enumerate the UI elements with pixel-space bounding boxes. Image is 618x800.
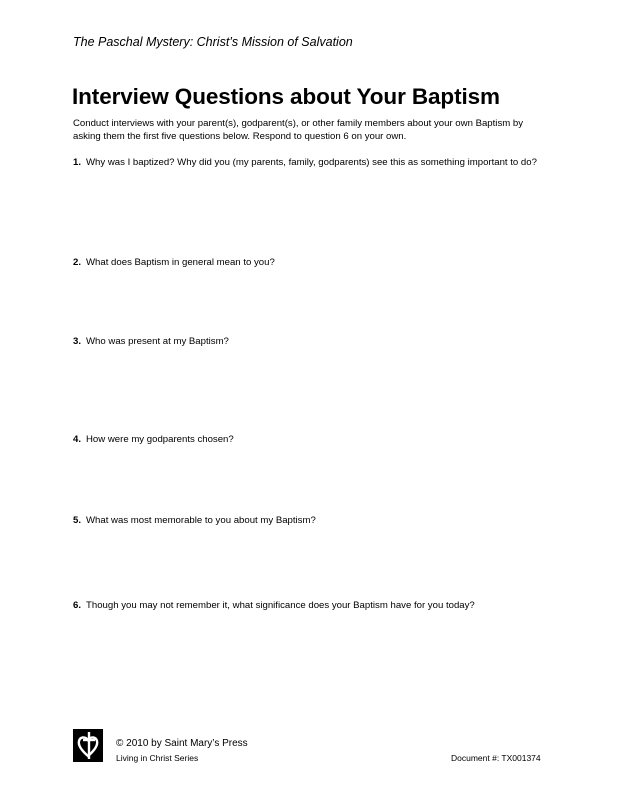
intro-paragraph: Conduct interviews with your parent(s), godparent(s), or other family members about your own Baptism by asking them the first five questions below. Respond to question 6 on your own.	[73, 118, 524, 142]
question-number: 2.	[73, 257, 82, 268]
series-name: Living in Christ Series	[116, 753, 199, 763]
question-2	[73, 257, 543, 270]
question-6	[73, 600, 543, 613]
question-text: Though you may not remember it, what significance does your Baptism have for you today?	[86, 600, 475, 611]
running-header: The Paschal Mystery: Christ’s Mission of Salvation	[73, 35, 353, 49]
question-text: What was most memorable to you about my Baptism?	[86, 515, 316, 526]
question-number: 3.	[73, 336, 82, 347]
saint-marys-press-logo-icon	[73, 729, 103, 762]
question-text: Who was present at my Baptism?	[86, 336, 229, 347]
document-number: Document #: TX001374	[451, 753, 541, 763]
question-text: What does Baptism in general mean to you?	[86, 257, 275, 268]
question-number: 4.	[73, 434, 82, 445]
question-text: How were my godparents chosen?	[86, 434, 234, 445]
question-3	[73, 336, 543, 349]
question-number: 6.	[73, 600, 82, 611]
question-5	[73, 515, 543, 528]
question-1	[73, 157, 543, 170]
copyright-text: © 2010 by Saint Mary’s Press	[116, 738, 248, 749]
question-number: 1.	[73, 157, 82, 168]
question-4	[73, 434, 543, 447]
page-title: Interview Questions about Your Baptism	[72, 84, 500, 109]
question-text: Why was I baptized? Why did you (my parents, family, godparents) see this as something important to do?	[86, 157, 537, 168]
question-number: 5.	[73, 515, 82, 526]
